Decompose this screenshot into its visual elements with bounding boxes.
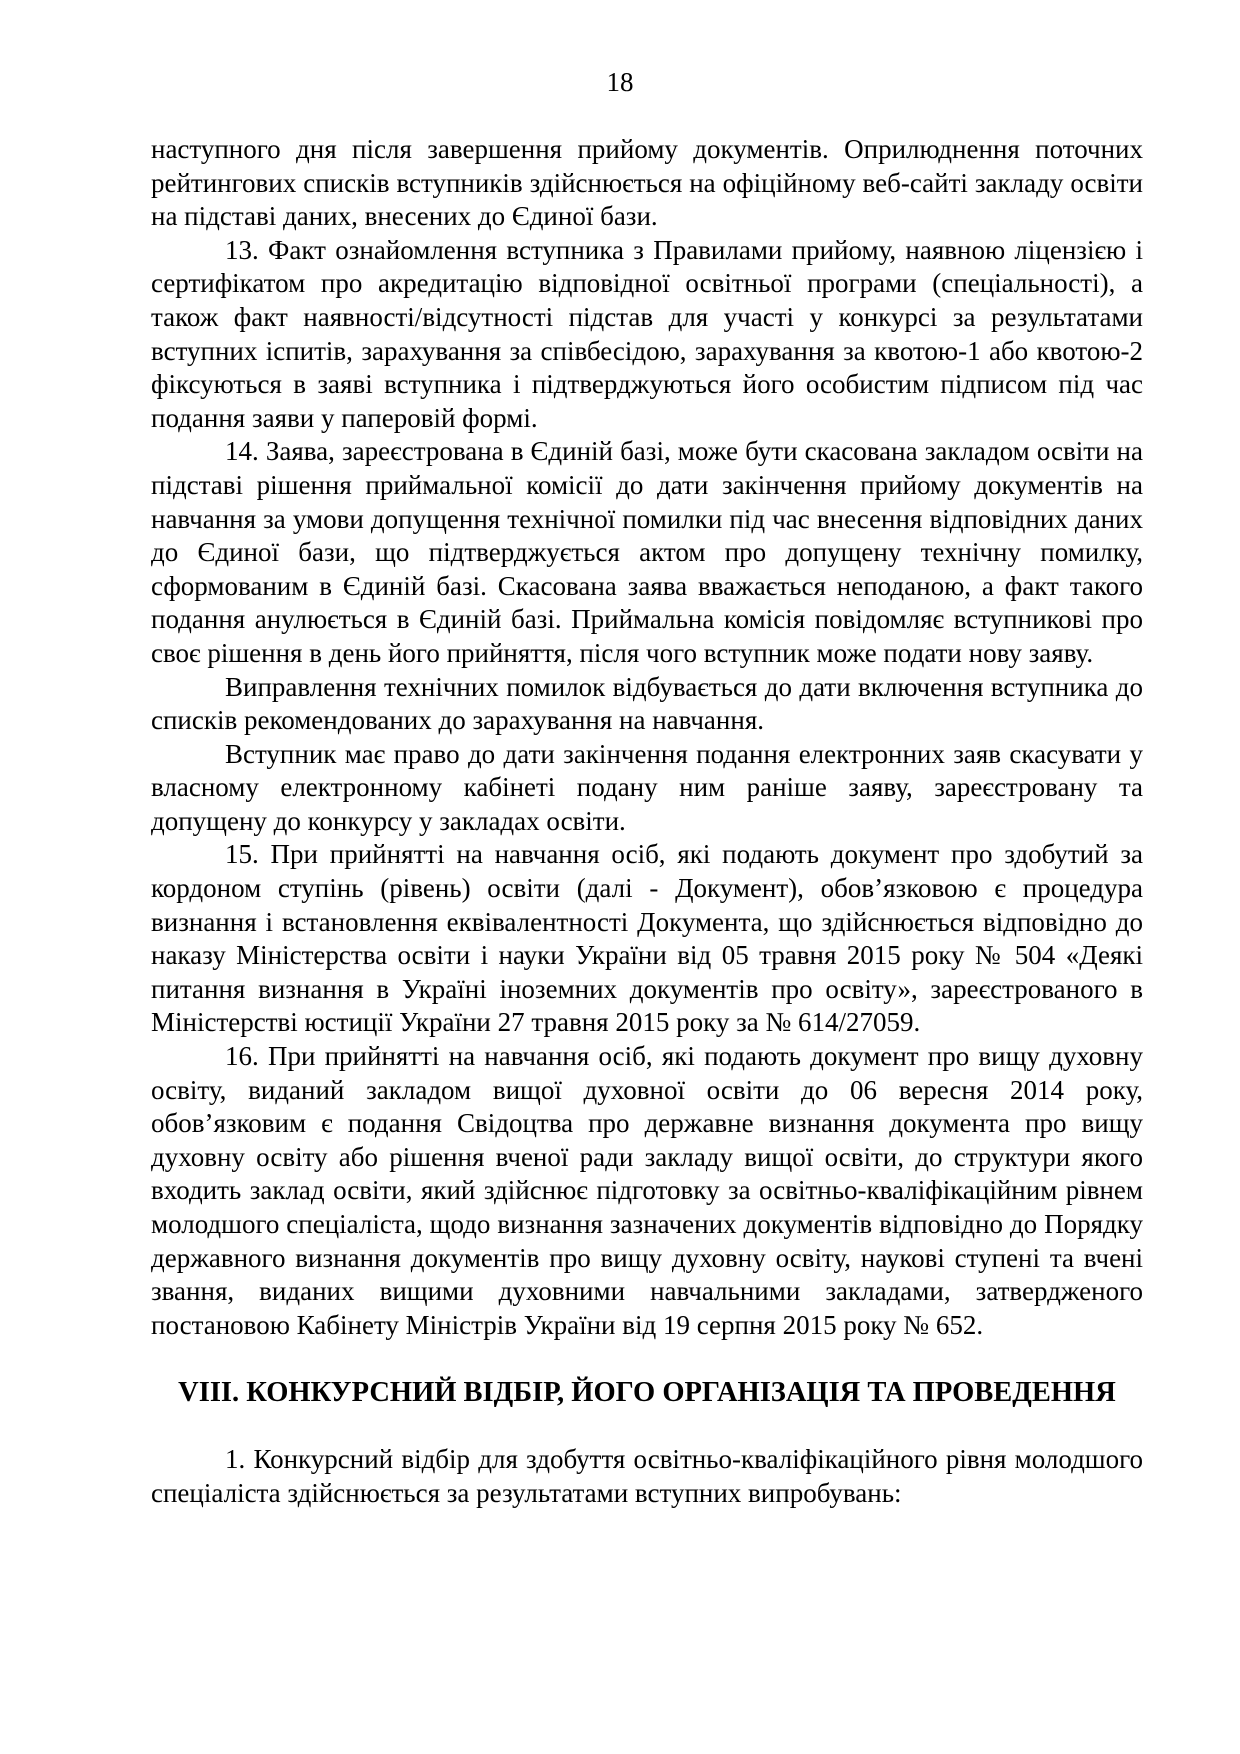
paragraph-applicant-rights: Вступник має право до дати закінчення подання електронних заяв скасувати у власному електронному кабінеті подану ним раніше заяву, зареєстровану та допущену до конкурсу у закладах освіти.: [151, 738, 1143, 836]
section-paragraph-item-1: 1. Конкурсний відбір для здобуття освітньо-кваліфікаційного рівня молодшого спеціаліста здійснюється за результатами вступних випробувань:: [151, 1444, 1143, 1508]
paragraph-item-13: 13. Факт ознайомлення вступника з Правилами прийому, наявною ліцензією і сертифікатом про акредитацію відповідної освітньої програми (спеціальності), а також факт наявності/відсутності підстав для участі у конкурсі за результатами вступних іспитів, зарахування за співбесідою, зарахування за квотою-1 або квотою-2 фіксуються в заяві вступника і підтверджуються його особистим підписом під час подання заяви у паперовій формі.: [151, 234, 1143, 433]
document-body: [151, 133, 1143, 1511]
paragraph-continuation: наступного дня після завершення прийому документів. Оприлюднення поточних рейтингових списків вступників здійснюється на офіційному веб-сайті закладу освіти на підставі даних, внесених до Єдиної бази.: [151, 134, 1143, 232]
paragraph-item-15: 15. При прийнятті на навчання осіб, які подають документ про здобутий за кордоном ступінь (рівень) освіти (далі - Документ), обов’язковою є процедура визнання і встановлення еквівалентності Документа, що здійснюється відповідно до наказу Міністерства освіти і науки України від 05 травня 2015 року № 504 «Деякі питання визнання в Україні іноземних документів про освіту», зареєстрованого в Міністерстві юстиції України 27 травня 2015 року за № 614/27059.: [151, 839, 1143, 1038]
paragraph-item-14: 14. Заява, зареєстрована в Єдиній базі, може бути скасована закладом освіти на підставі рішення приймальної комісії до дати закінчення прийому документів на навчання за умови допущення технічної помилки під час внесення відповідних даних до Єдиної бази, що підтверджується актом про допущену технічну помилку, сформованим в Єдиній базі. Скасована заява вважається неподаною, а факт такого подання анулюється в Єдиній базі. Приймальна комісія повідомляє вступникові про своє рішення в день його прийняття, після чого вступник може подати нову заяву.: [151, 436, 1143, 668]
section-heading: VIII. КОНКУРСНИЙ ВІДБІР, ЙОГО ОРГАНІЗАЦІЯ ТА ПРОВЕДЕННЯ: [178, 1377, 1116, 1409]
paragraph-technical-errors: Виправлення технічних помилок відбувається до дати включення вступника до списків рекомендованих до зарахування на навчання.: [151, 671, 1143, 736]
paragraph-item-16: 16. При прийнятті на навчання осіб, які подають документ про вищу духовну освіту, виданий закладом вищої духовної освіти до 06 вересня 2014 року, обов’язковим є подання Свідоцтва про державне визнання документа про вищу духовну освіту або рішення вченої ради закладу вищої освіти, до структури якого входить заклад освіти, який здійснює підготовку за освітньо-кваліфікаційним рівнем молодшого спеціаліста, щодо визнання зазначених документів відповідно до Порядку державного визнання документів про вищу духовну освіту, наукові ступені та вчені звання, виданих вищими духовними навчальними закладами, затвердженого постановою Кабінету Міністрів України від 19 серпня 2015 року № 652.: [151, 1041, 1143, 1340]
page-number: 18: [606, 67, 634, 97]
